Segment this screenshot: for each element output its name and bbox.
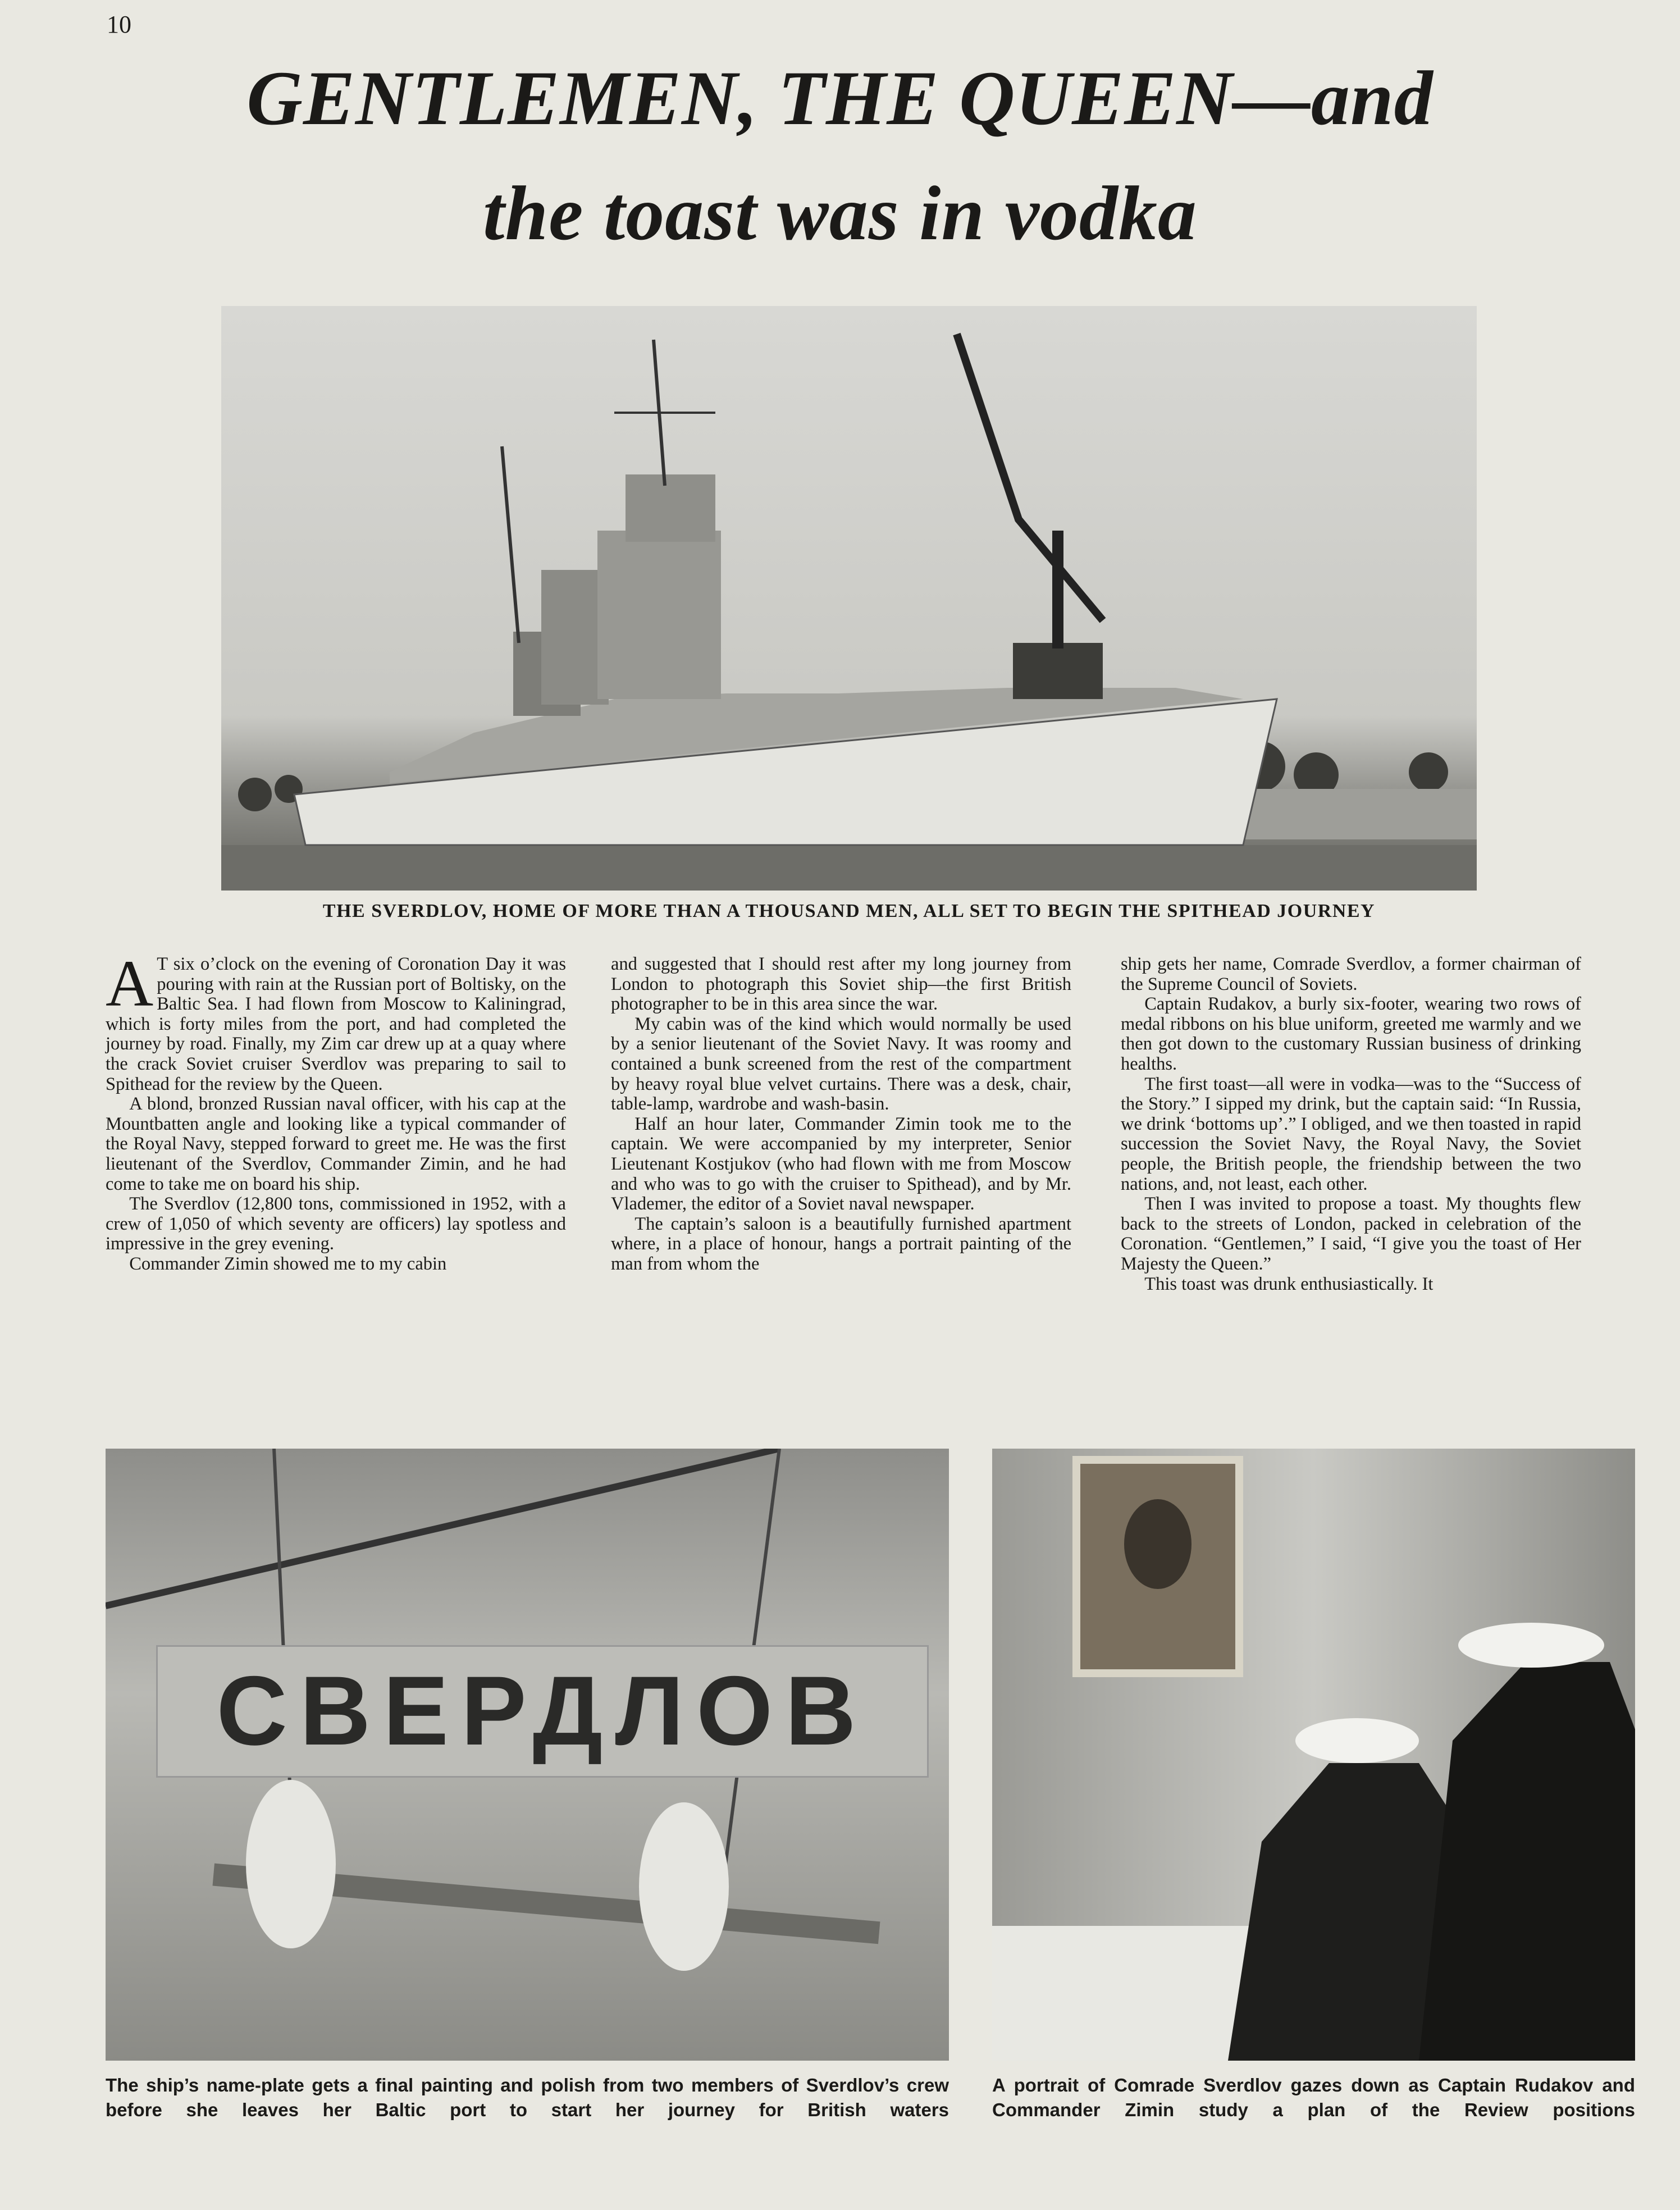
saloon-illustration xyxy=(992,1449,1635,2061)
article-paragraph: The first toast—all were in vodka—was to the “Success of the Story.” I sipped my drink, but the captain said: “In Russia, we drink ‘bottoms up’.” I obliged, and we then toasted in rapid succession the Soviet Navy, the Royal Navy, the Soviet people, the British people, the friendship between the two nations, and, not least, each other. xyxy=(1121,1074,1581,1194)
article-paragraph: Half an hour later, Commander Zimin took me to the captain. We were accompanied by my interpreter, Senior Lieutenant Kostjukov (who had flown with me from Moscow and who was to go with the cruiser to Spithead), and by Mr. Vlademer, the editor of a Soviet naval newspaper. xyxy=(611,1113,1071,1214)
article-paragraph: A blond, bronzed Russian naval officer, with his cap at the Mountbatten angle and looking like a typical commander of the Royal Navy, stepped forward to greet me. He was the first lieutenant of the Sverdlov, Commander Zimin, and he had come to take me on board his ship. xyxy=(106,1094,566,1194)
ship-nameplate: СВЕРДЛОВ xyxy=(156,1645,929,1778)
article-paragraph xyxy=(106,947,566,1094)
article-paragraph: Then I was invited to propose a toast. My thoughts flew back to the streets of London, packed in celebration of the Coronation. “Gentlemen,” I said, “I give you the toast of Her Majesty the Queen.” xyxy=(1121,1194,1581,1274)
article-paragraph: The Sverdlov (12,800 tons, commissioned in 1952, with a crew of 1,050 of which seventy are officers) lay spotless and impressive in the grey evening. xyxy=(106,1194,566,1254)
article-column-1 xyxy=(106,947,566,1275)
article-paragraph: Commander Zimin showed me to my cabin xyxy=(129,1253,447,1274)
page-number: 10 xyxy=(107,11,131,38)
ship-illustration xyxy=(221,306,1477,891)
headline-line-2: the toast was in vodka xyxy=(483,170,1197,256)
headline-tail: —and xyxy=(1232,55,1434,141)
headline-main: GENTLEMEN, THE QUEEN xyxy=(246,55,1233,141)
article-paragraph: The captain’s saloon is a beautifully furnished apartment where, in a place of honour, hangs a portrait painting of the man from whom the xyxy=(611,1213,1071,1274)
article-paragraph: ship gets her name, Comrade Sverdlov, a former chairman of the Supreme Council of Soviets. xyxy=(1121,954,1581,994)
headline-line-1 xyxy=(0,53,1680,143)
captain-saloon-photo xyxy=(992,1449,1635,2061)
paragraph-text: T six o’clock on the evening of Coronation Day it was pouring with rain at the Russian port of Boltisky, on the Baltic Sea. I had flown from Moscow to Kaliningrad, which is forty miles from the port, and had completed the journey by road. Finally, my Zim car drew up at a quay where the crack Soviet cruiser Sverdlov was preparing to sail to Spithead for the review by the Queen. xyxy=(106,954,566,1094)
nameplate-photo-caption: The ship’s name-plate gets a final painting and polish from two members of Sverdlov’s crew before she leaves her Baltic port to start her journey for British waters xyxy=(106,2075,949,2120)
article-column-3 xyxy=(1121,955,1581,1294)
cruiser-photo xyxy=(221,306,1477,891)
nameplate-photo xyxy=(106,1449,949,2061)
article-paragraph: and suggested that I should rest after my long journey from London to photograph this Soviet ship—the first British photographer to be in this area since the war. xyxy=(611,954,1071,1015)
article-paragraph: This toast was drunk enthusiastically. It xyxy=(1144,1273,1434,1294)
article-paragraph: My cabin was of the kind which would normally be used by a senior lieutenant of the Soviet Navy. It was roomy and contained a bunk screened from the rest of the compartment by heavy royal blue velvet curtains. There was a desk, chair, table-lamp, wardrobe and wash-basin. xyxy=(611,1013,1071,1115)
main-photo-caption: THE SVERDLOV, HOME OF MORE THAN A THOUSAND MEN, ALL SET TO BEGIN THE SPITHEAD JOURNEY xyxy=(322,901,1376,921)
article-column-2 xyxy=(611,955,1071,1275)
article-paragraph: Captain Rudakov, a burly six-footer, wearing two rows of medal ribbons on his blue uniform, greeted me warmly and we then got down to the customary Russian business of drinking healths. xyxy=(1121,994,1581,1074)
saloon-photo-caption: A portrait of Comrade Sverdlov gazes down as Captain Rudakov and Commander Zimin study a plan of the Review positions xyxy=(992,2075,1635,2120)
drop-cap: A xyxy=(106,947,154,1020)
